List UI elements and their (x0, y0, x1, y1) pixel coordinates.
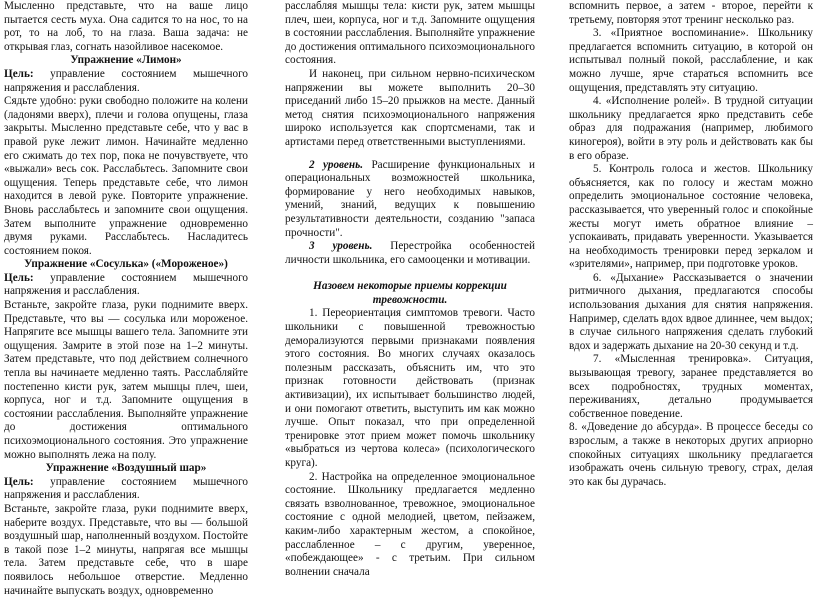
column-1 (4, 0, 248, 598)
lemon-goal (4, 68, 248, 95)
balloon-goal (4, 476, 248, 503)
finally-paragraph: И наконец, при сильном нервно-психическом напряжении вы можете выполнить 20–30 приседаний либо 15–20 прыжков на месте. Данный метод снятия психоэмоционального напряжения широко используется как спортсменами, так и артистами перед ответственными выступлениями. (285, 67, 535, 148)
goal-label: Цель: (4, 271, 34, 284)
icicle-text: Встаньте, закройте глаза, руки поднимите вверх. Представьте, что вы — сосулька или мороженое. Напрягите все мышцы вашего тела. Запомните эти ощущения. Замрите в этой позе на 1–2 минуты. Затем представьте, что под действием солнечного тепла вы начинаете медленно таять. Расслабляйте постепенно кисти рук, затем мышцы плеч, шеи, корпуса, ног и т.д. Запомните ощущения в состоянии расслабления. Выполняйте упражнение до достижения оптимального психоэмоционального состояния. Это упражнение можно выполнять лежа на полу. (4, 299, 248, 461)
goal-text: управление состоянием мышечного напряжения и расслабления. (4, 475, 248, 502)
method-item-7: 7. «Мысленная тренировка». Ситуация, вызывающая тревогу, заранее представляется во всех подробностях, трудных моментах, переживаниях, детально продумывается собственное поведение. (569, 353, 813, 420)
method-item-2: 2. Настройка на определенное эмоциональное состояние. Школьнику предлагается медленно связать взволнованное, тревожное, эмоциональное состояние с одной мелодией, цветом, пейзажем, каким-либо характерным жестом, а спокойное, расслабленное – с другим, уверенное, «побеждающее» - с третьим. При сильном волнении сначала (285, 470, 535, 578)
lemon-text: Сядьте удобно: руки свободно положите на колени (ладонями вверх), плечи и голова опущены, глаза закрыты. Мысленно представьте себе, что у вас в правой руке лежит лимон. Начинайте медленно его сжимать до тех пор, пока не почувствуете, что «выжали» весь сок. Расслабьтесь. Запомните свои ощущения. Теперь представьте себе, что лимон находится в левой руке. Повторите упражнение. Вновь расслабьтесь и запомните свои ощущения. Затем выполните упражнение одновременно двумя руками. Расслабьтесь. Насладитесь состоянием покоя. (4, 95, 248, 257)
method-item-3: 3. «Приятное воспоминание». Школьнику предлагается вспомнить ситуацию, в которой он испытывал полный покой, расслабление, и как можно лучше, ярче стараться вспомнить все ощущения, представлять эту ситуацию. (569, 27, 813, 94)
heading-balloon: Упражнение «Воздушный шар» (45, 462, 207, 475)
column-2 (285, 0, 535, 579)
heading-icicle: Упражнение «Сосулька» («Мороженое») (24, 258, 228, 271)
method-item-1: 1. Переориентация симптомов тревоги. Часто школьники с повышенной тревожностью деморализуются первыми признаками появления этого состояния. Во многих случаях оказалось полезным рассказать, объяснить им, что это признак готовности действовать (признак активизации), их испытывает большинство людей, и они помогают ответить, выступить им как можно лучше. Опыт показал, что при определенной тренировке этот прием может помочь школьнику «выбраться из чертова колеса» (психологического круга). (285, 307, 535, 469)
spacer (285, 267, 535, 280)
level-text: Расширение функциональных и операциональных возможностей школьника, формирование у него необходимых навыков, умений, знаний, ведущих к повышению результативности деятельности, созданию "запаса прочности". (285, 158, 535, 239)
balloon-text: Встаньте, закройте глаза, руки поднимите вверх, наберите воздух. Представьте, что вы — большой воздушный шар, наполненный воздухом. Постойте в такой позе 1–2 минуты, напрягая все мышцы тела. Затем представьте себе, что в шаре появилось небольшое отверстие. Медленно начинайте выпускать воздух, одновременно (4, 502, 248, 597)
intro-paragraph: Мысленно представьте, что на ваше лицо пытается сесть муха. Она садится то на нос, то на рот, то на лоб, то на глаза. Ваша задача: не открывая глаз, согнать назойливое насекомое. (4, 0, 248, 53)
continuation-paragraph: вспомнить первое, а затем - второе, перейти к третьему, повторяя этот тренинг несколько раз. (569, 0, 813, 26)
method-item-5: 5. Контроль голоса и жестов. Школьнику объясняется, как по голосу и жестам можно определить эмоциональное состояние человека, рассказывается, что уверенный голос и спокойные жесты могут иметь обратное влияние – успокаивать, придавать уверенности. Указывается на необходимость тренировки перед зеркалом и «зрителями», например, при подготовке уроков. (569, 163, 813, 271)
heading-lemon: Упражнение «Лимон» (70, 54, 182, 67)
icicle-goal (4, 272, 248, 299)
level-label: 2 уровень. (309, 158, 363, 171)
goal-text: управление состоянием мышечного напряжения и расслабления. (4, 271, 248, 298)
level-text: Перестройка особенностей личности школьника, его самооценки и мотивации. (285, 240, 535, 266)
continuation-paragraph: расслабляя мышцы тела: кисти рук, затем мышцы плеч, шеи, корпуса, ног и т.д. Запомните ощущения в состоянии расслабления. Выполняйте упражнение до достижения оптимального психоэмоционального состояния. (285, 0, 535, 67)
goal-label: Цель: (4, 475, 34, 488)
level-3-paragraph (285, 240, 535, 267)
level-2-paragraph (285, 159, 535, 241)
level-label: 3 уровень. (309, 240, 373, 253)
goal-label: Цель: (4, 67, 34, 80)
spacer (285, 150, 535, 159)
method-item-8: 8. «Доведение до абсурда». В процессе беседы со взрослым, а также в некоторых других априорно спокойных ситуациях школьнику предлагается изображать очень сильную тревогу, страх, делая это как бы дурачась. (569, 421, 813, 488)
method-item-6: 6. «Дыхание» Рассказывается о значении ритмичного дыхания, предлагаются способы использования дыхания для снятия напряжения. Например, сделать вдох вдвое длиннее, чем выдох; в случае сильного напряжения сделать глубокий вдох и задержать дыхание на 20-30 секунд и т.д. (569, 271, 813, 352)
column-3 (569, 0, 813, 489)
goal-text: управление состоянием мышечного напряжения и расслабления. (4, 67, 248, 94)
heading-methods: Назовем некоторые приемы коррекции тревожности. (313, 280, 507, 306)
method-item-4: 4. «Исполнение ролей». В трудной ситуации школьнику предлагается ярко представить себе образ для подражания (например, любимого киногероя), войти в эту роль и действовать как бы в его образе. (569, 95, 813, 162)
